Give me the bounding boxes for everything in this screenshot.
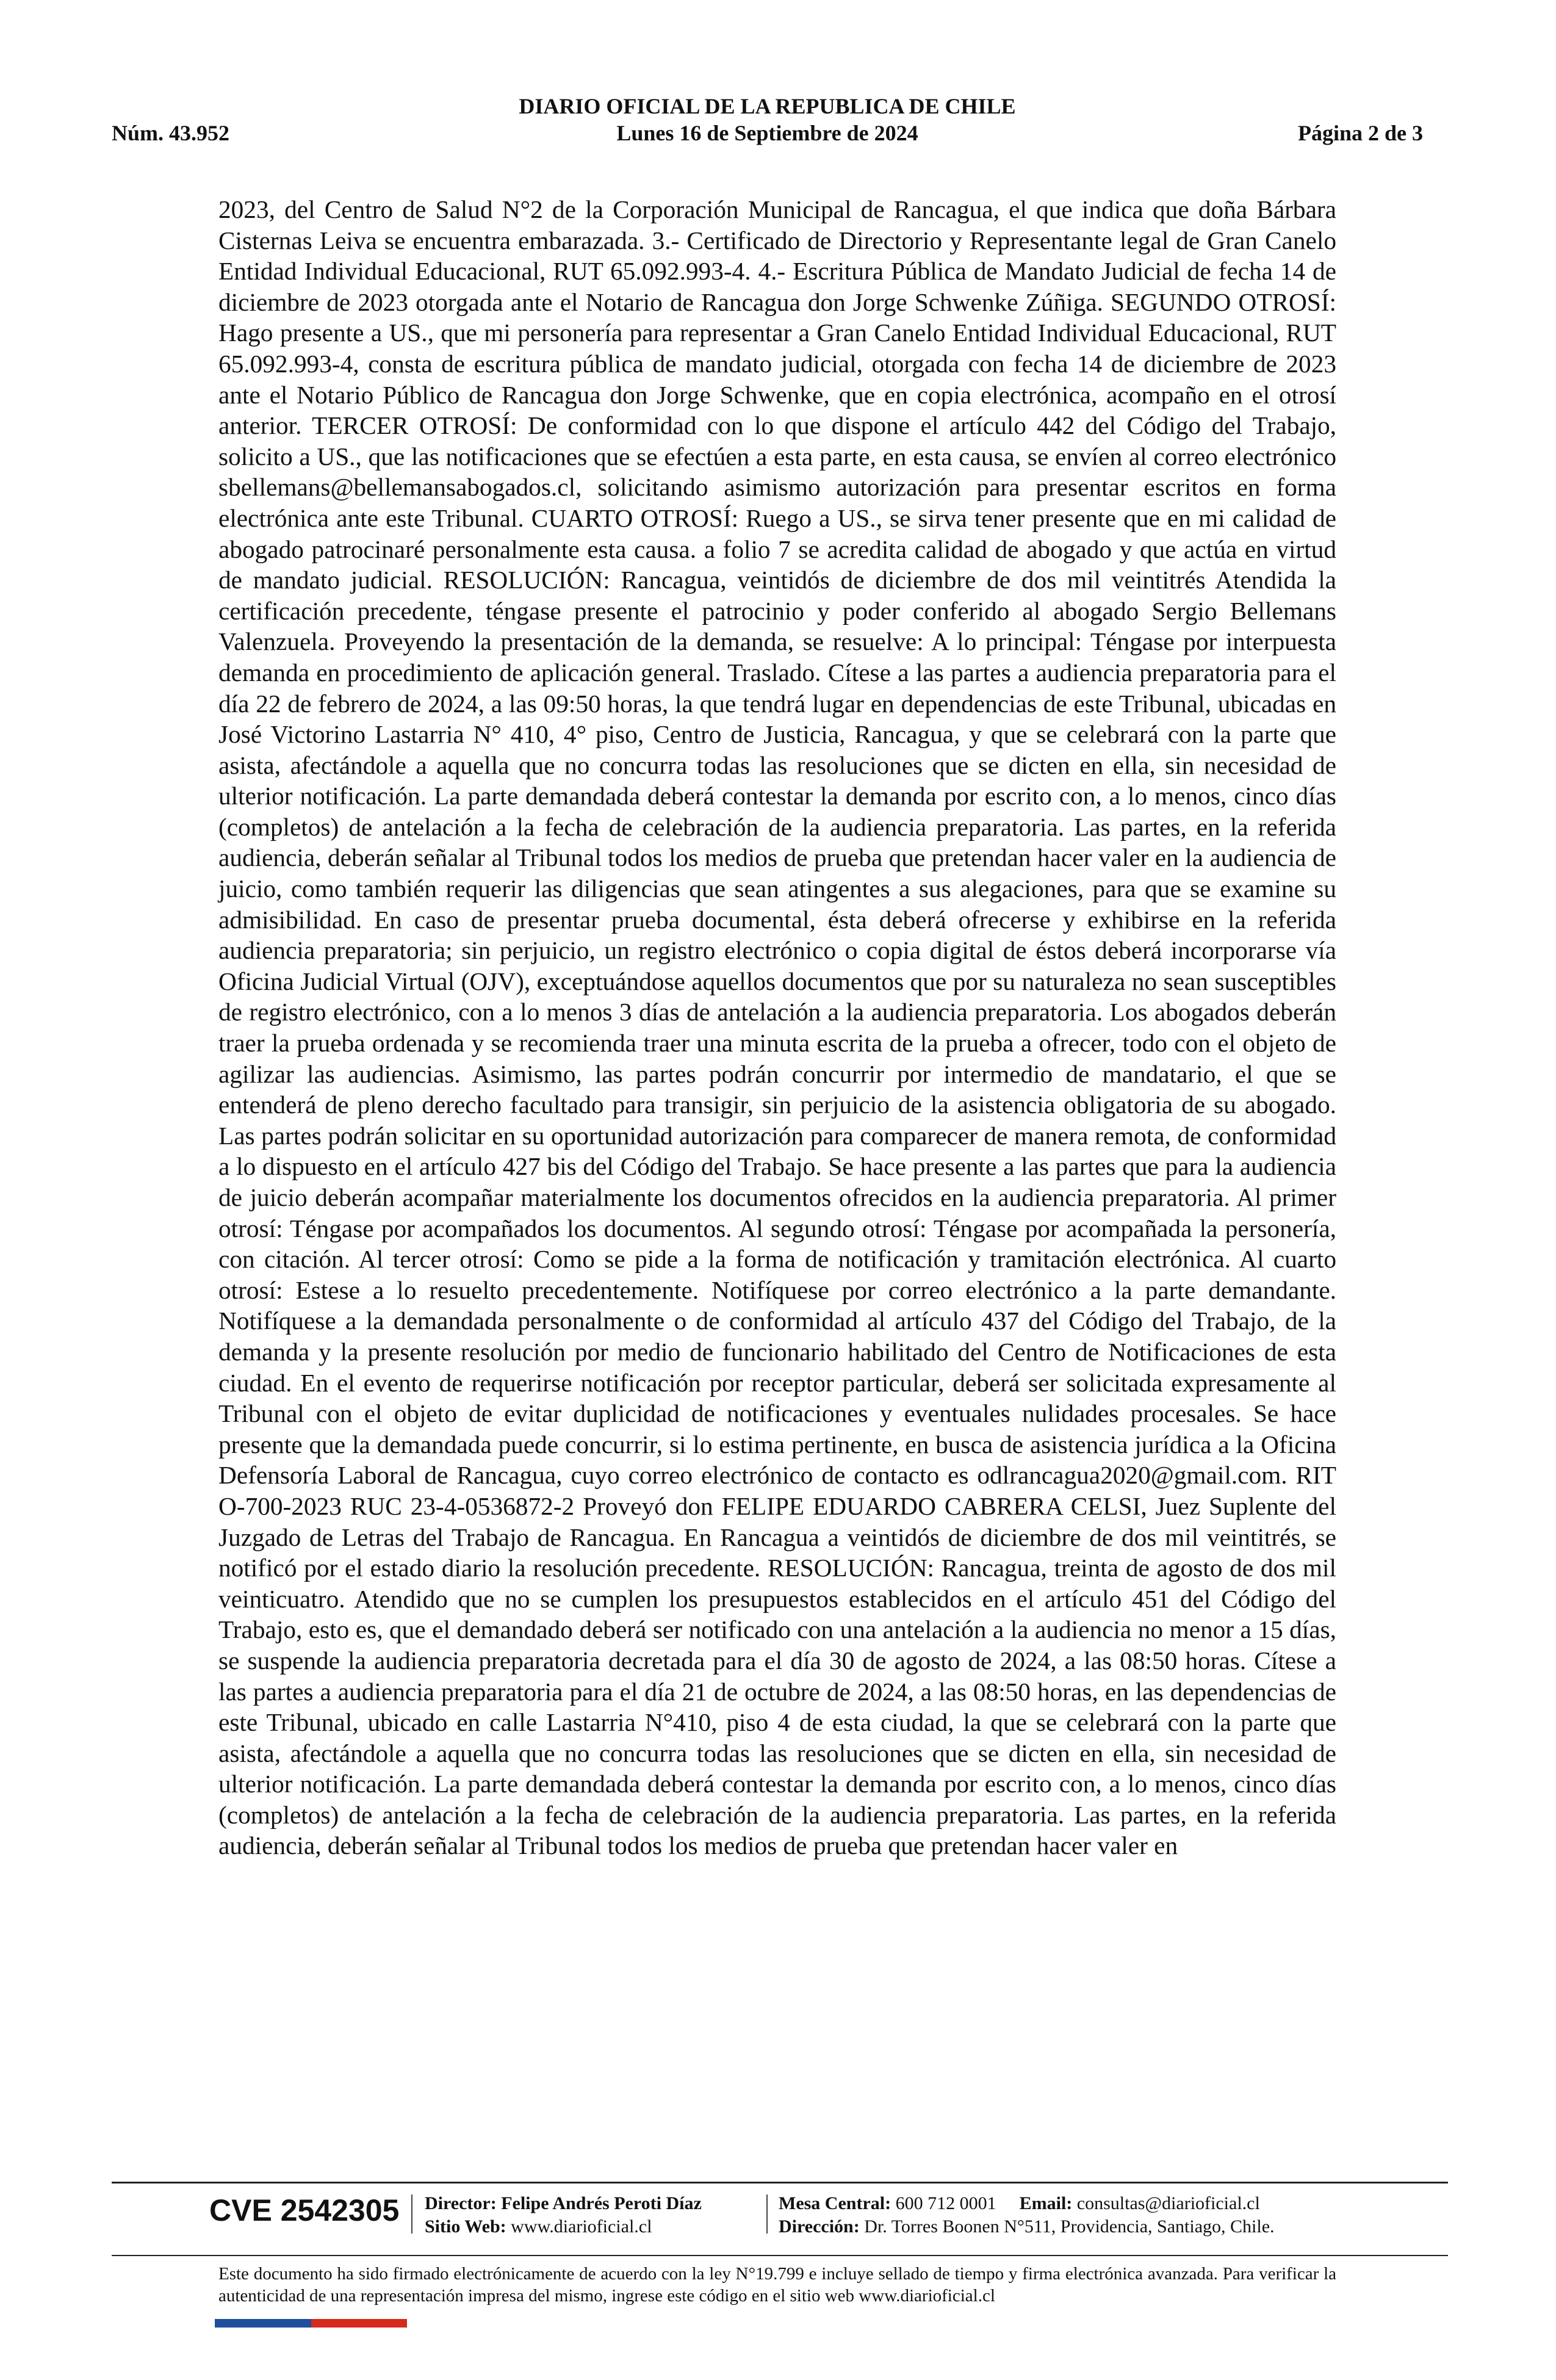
email-address[interactable]: consultas@diarioficial.cl	[1076, 2193, 1260, 2213]
footer-divider	[411, 2194, 412, 2234]
footer-contact-block	[779, 2192, 1275, 2238]
document-body-text: 2023, del Centro de Salud N°2 de la Corporación Municipal de Rancagua, el que indica que doña Bárbara Cisternas Leiva se encuentra embarazada. 3.- Certificado de Directorio y Representante legal de Gran Canelo Entidad Individual Educacional, RUT 65.092.993-4. 4.- Escritura Pública de Mandato Judicial de fecha 14 de diciembre de 2023 otorgada ante el Notario de Rancagua don Jorge Schwenke Zúñiga. SEGUNDO OTROSÍ: Hago presente a US., que mi personería para representar a Gran Canelo Entidad Individual Educacional, RUT 65.092.993-4, consta de escritura pública de mandato judicial, otorgada con fecha 14 de diciembre de 2023 ante el Notario Público de Rancagua don Jorge Schwenke, que en copia electrónica, acompaño en el otrosí anterior. TERCER OTROSÍ: De conformidad con lo que dispone el artículo 442 del Código del Trabajo, solicito a US., que las notificaciones que se efectúen a esta parte, en esta causa, se envíen al correo electrónico sbellemans@bellemansabogados.cl, solicitando asimismo autorización para presentar escritos en forma electrónica ante este Tribunal. CUARTO OTROSÍ: Ruego a US., se sirva tener presente que en mi calidad de abogado patrocinaré personalmente esta causa. a folio 7 se acredita calidad de abogado y que actúa en virtud de mandato judicial. RESOLUCIÓN: Rancagua, veintidós de diciembre de dos mil veintitrés Atendida la certificación precedente, téngase presente el patrocinio y poder conferido al abogado Sergio Bellemans Valenzuela. Proveyendo la presentación de la demanda, se resuelve: A lo principal: Téngase por interpuesta demanda en procedimiento de aplicación general. Traslado. Cítese a las partes a audiencia preparatoria para el día 22 de febrero de 2024, a las 09:50 horas, la que tendrá lugar en dependencias de este Tribunal, ubicadas en José Victorino Lastarria N° 410, 4° piso, Centro de Justicia, Rancagua, y que se celebrará con la parte que asista, afectándole a aquella que no concurra todas las resoluciones que se dicten en ella, sin necesidad de ulterior notificación. La parte demandada deberá contestar la demanda por escrito con, a lo menos, cinco días (completos) de antelación a la fecha de celebración de la audiencia preparatoria. Las partes, en la referida audiencia, deberán señalar al Tribunal todos los medios de prueba que pretendan hacer valer en la audiencia de juicio, como también requerir las diligencias que sean atingentes a sus alegaciones, para que se examine su admisibilidad. En caso de presentar prueba documental, ésta deberá ofrecerse y exhibirse en la referida audiencia preparatoria; sin perjuicio, un registro electrónico o copia digital de éstos deberá incorporarse vía Oficina Judicial Virtual (OJV), exceptuándose aquellos documentos que por su naturaleza no sean susceptibles de registro electrónico, con a lo menos 3 días de antelación a la audiencia preparatoria. Los abogados deberán traer la prueba ordenada y se recomienda traer una minuta escrita de la prueba a ofrecer, todo con el objeto de agilizar las audiencias. Asimismo, las partes podrán concurrir por intermedio de mandatario, el que se entenderá de pleno derecho facultado para transigir, sin perjuicio de la asistencia obligatoria de su abogado. Las partes podrán solicitar en su oportunidad autorización para comparecer de manera remota, de conformidad a lo dispuesto en el artículo 427 bis del Código del Trabajo. Se hace presente a las partes que para la audiencia de juicio deberán acompañar materialmente los documentos ofrecidos en la audiencia preparatoria. Al primer otrosí: Téngase por acompañados los documentos. Al segundo otrosí: Téngase por acompañada la personería, con citación. Al tercer otrosí: Como se pide a la forma de notificación y tramitación electrónica. Al cuarto otrosí: Estese a lo resuelto precedentemente. Notifíquese por correo electrónico a la parte demandante. Notifíquese a la demandada personalmente o de conformidad al artículo 437 del Código del Trabajo, de la demanda y la presente resolución por medio de funcionario habilitado del Centro de Notificaciones de esta ciudad. En el evento de requerirse notificación por receptor particular, deberá ser solicitada expresamente al Tribunal con el objeto de evitar duplicidad de notificaciones y eventuales nulidades procesales. Se hace presente que la demandada puede concurrir, si lo estima pertinente, en busca de asistencia jurídica a la Oficina Defensoría Laboral de Rancagua, cuyo correo electrónico de contacto es odlrancagua2020@gmail.com. RIT O-700-2023 RUC 23-4-0536872-2 Proveyó don FELIPE EDUARDO CABRERA CELSI, Juez Suplente del Juzgado de Letras del Trabajo de Rancagua. En Rancagua a veintidós de diciembre de dos mil veintitrés, se notificó por el estado diario la resolución precedente. RESOLUCIÓN: Rancagua, treinta de agosto de dos mil veinticuatro. Atendido que no se cumplen los presupuestos establecidos en el artículo 451 del Código del Trabajo, esto es, que el demandado deberá ser notificado con una antelación a la audiencia no menor a 15 días, se suspende la audiencia preparatoria decretada para el día 30 de agosto de 2024, a las 08:50 horas. Cítese a las partes a audiencia preparatoria para el día 21 de octubre de 2024, a las 08:50 horas, en las dependencias de este Tribunal, ubicado en calle Lastarria N°410, piso 4 de esta ciudad, la que se celebrará con la parte que asista, afectándole a aquella que no concurra todas las resoluciones que se dicten en ella, sin necesidad de ulterior notificación. La parte demandada deberá contestar la demanda por escrito con, a lo menos, cinco días (completos) de antelación a la fecha de celebración de la audiencia preparatoria. Las partes, en la referida audiencia, deberán señalar al Tribunal todos los medios de prueba que pretendan hacer valer en	[218, 195, 1336, 1860]
address-value: Dr. Torres Boonen N°511, Providencia, Santiago, Chile.	[864, 2216, 1275, 2237]
footer-bottom-rule	[112, 2255, 1448, 2256]
director-label: Director:	[425, 2193, 497, 2213]
address-label: Dirección:	[779, 2216, 860, 2237]
site-label: Sitio Web:	[425, 2216, 506, 2237]
flag-blue-segment	[215, 2319, 311, 2328]
issue-number: Núm. 43.952	[112, 121, 230, 145]
mesa-label: Mesa Central:	[779, 2193, 891, 2213]
page-header	[112, 93, 1423, 154]
mesa-phone: 600 712 0001	[895, 2193, 996, 2213]
flag-red-segment	[311, 2319, 407, 2328]
flag-color-bar	[215, 2319, 407, 2328]
email-label: Email:	[1019, 2193, 1073, 2213]
cve-code: CVE 2542305	[209, 2193, 400, 2227]
signature-disclaimer: Este documento ha sido firmado electrónicamente de acuerdo con la ley N°19.799 e incluye sellado de tiempo y firma electrónica avanzada. Para verificar la autenticidad de una representación impresa del mismo, ingrese este código en el sitio web www.diarioficial.cl	[218, 2264, 1336, 2306]
footer-divider	[766, 2194, 768, 2234]
publication-date: Lunes 16 de Septiembre de 2024	[616, 121, 918, 145]
director-name: Felipe Andrés Peroti Díaz	[501, 2193, 702, 2213]
footer-top-rule	[112, 2182, 1448, 2183]
publication-title: DIARIO OFICIAL DE LA REPUBLICA DE CHILE	[519, 94, 1016, 118]
footer-director-block	[425, 2192, 702, 2238]
page-number: Página 2 de 3	[1297, 121, 1423, 145]
site-url[interactable]: www.diarioficial.cl	[511, 2216, 652, 2237]
